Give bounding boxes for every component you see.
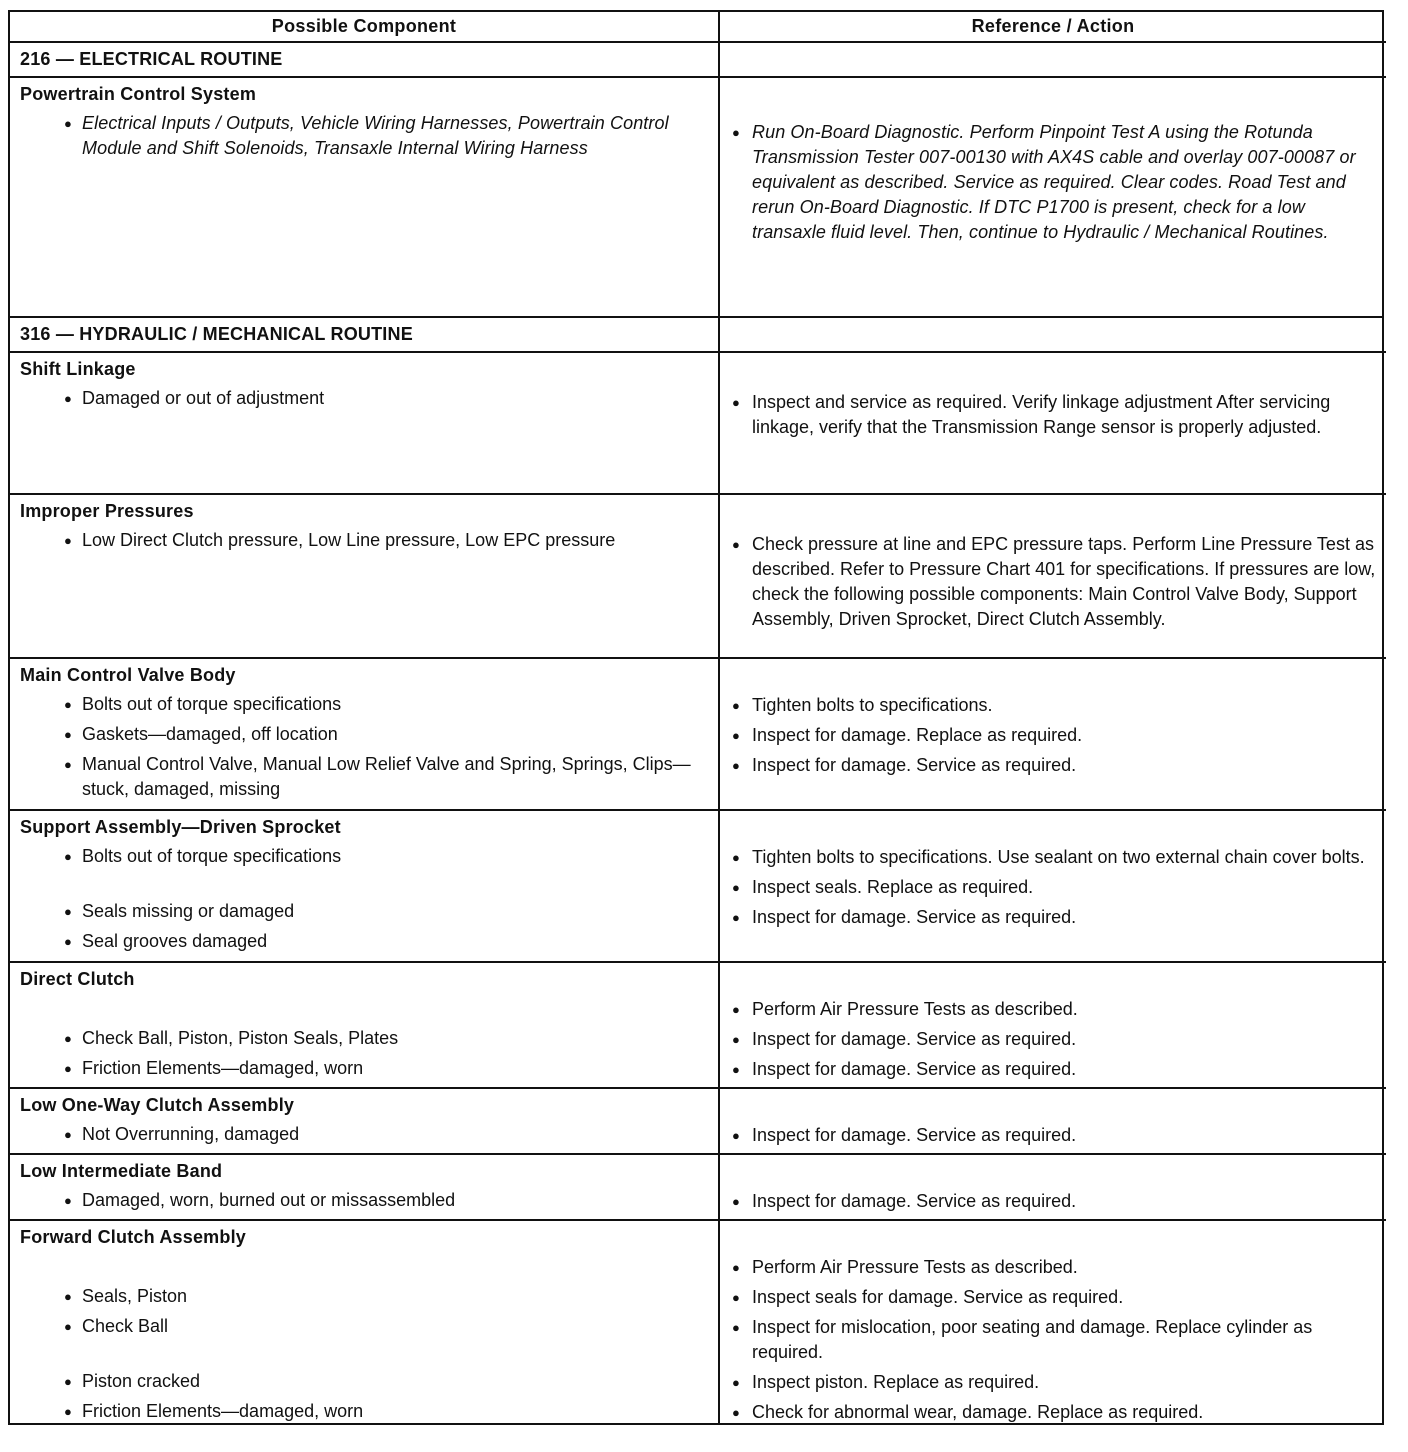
routine-heading-empty [720, 43, 1386, 78]
action-item: ● Inspect for damage. Service as required. [730, 1189, 1376, 1214]
action-cell [720, 495, 1386, 659]
action-item: ● Inspect piston. Replace as required. [730, 1370, 1376, 1395]
action-cell [720, 1221, 1386, 1423]
component-title: Low One-Way Clutch Assembly [20, 1095, 295, 1115]
action-item: ● Inspect for damage. Service as required. [730, 753, 1376, 778]
component-cell [10, 963, 720, 1089]
component-item: ● Manual Control Valve, Manual Low Relief Valve and Spring, Springs, Clips—stuck, damaged, missing [56, 752, 708, 802]
action-cell [720, 353, 1386, 495]
action-item: ● Perform Air Pressure Tests as described. [730, 1255, 1376, 1280]
action-cell [720, 659, 1386, 811]
component-title: Forward Clutch Assembly [20, 1227, 246, 1247]
component-title: Shift Linkage [20, 359, 136, 379]
electrical-table [8, 10, 1384, 318]
routine-heading-hydraulic: 316 — HYDRAULIC / MECHANICAL ROUTINE [10, 318, 720, 353]
action-item: ● Check for abnormal wear, damage. Replace as required. [730, 1400, 1376, 1425]
component-item: ● Electrical Inputs / Outputs, Vehicle Wiring Harnesses, Powertrain Control Module and Shift Solenoids, Transaxle Internal Wiring Harness [56, 111, 708, 161]
action-item: ● Inspect for damage. Service as required. [730, 1027, 1376, 1052]
routine-heading-electrical: 216 — ELECTRICAL ROUTINE [10, 43, 720, 78]
component-item: ● Friction Elements—damaged, worn [56, 1399, 708, 1424]
component-item: ● Bolts out of torque specifications [56, 844, 708, 869]
component-cell [10, 1221, 720, 1423]
action-cell [720, 1089, 1386, 1155]
component-title: Main Control Valve Body [20, 665, 236, 685]
component-title: Improper Pressures [20, 501, 194, 521]
component-item: ● Seals, Piston [56, 1284, 708, 1309]
component-item: ● Seals missing or damaged [56, 899, 708, 924]
action-item: ● Inspect seals for damage. Service as required. [730, 1285, 1376, 1310]
component-item: ● Check Ball [56, 1314, 708, 1339]
component-item: ● Bolts out of torque specifications [56, 692, 708, 717]
component-cell [10, 353, 720, 495]
routine-heading-empty [720, 318, 1386, 353]
component-item: ● Seal grooves damaged [56, 929, 708, 954]
action-cell [720, 963, 1386, 1089]
component-item: ● Low Direct Clutch pressure, Low Line pressure, Low EPC pressure [56, 528, 708, 553]
action-item: ● Tighten bolts to specifications. Use sealant on two external chain cover bolts. [730, 845, 1376, 870]
component-item: ● Friction Elements—damaged, worn [56, 1056, 708, 1081]
component-item: ● Damaged or out of adjustment [56, 386, 708, 411]
component-cell [10, 78, 720, 316]
component-item: ● Check Ball, Piston, Piston Seals, Plates [56, 1026, 708, 1051]
action-item: ● Inspect for damage. Replace as required. [730, 723, 1376, 748]
component-title: Powertrain Control System [20, 84, 257, 104]
component-item: ● Gaskets—damaged, off location [56, 722, 708, 747]
component-item: ● Damaged, worn, burned out or missassembled [56, 1188, 708, 1213]
component-title: Support Assembly—Driven Sprocket [20, 817, 341, 837]
action-cell [720, 811, 1386, 963]
component-cell [10, 1155, 720, 1221]
hydraulic-table [8, 318, 1384, 1425]
component-title: Direct Clutch [20, 969, 135, 989]
component-item: ● Piston cracked [56, 1369, 708, 1394]
action-item: ● Perform Air Pressure Tests as described. [730, 997, 1376, 1022]
column-header-component: Possible Component [10, 12, 720, 43]
action-item: ● Inspect for mislocation, poor seating and damage. Replace cylinder as required. [730, 1315, 1376, 1365]
column-header-action: Reference / Action [720, 12, 1386, 43]
action-item: ● Inspect for damage. Service as required. [730, 905, 1376, 930]
action-item: ● Inspect seals. Replace as required. [730, 875, 1376, 900]
component-cell [10, 659, 720, 811]
action-item: ● Tighten bolts to specifications. [730, 693, 1376, 718]
component-item: ● Not Overrunning, damaged [56, 1122, 708, 1147]
action-item: ● Run On-Board Diagnostic. Perform Pinpoint Test A using the Rotunda Transmission Tester 007-00130 with AX4S cable and overlay 007-00087 or equivalent as described. Service as required. Clear codes. Road Test and rerun On-Board Diagnostic. If DTC P1700 is present, check for a low transaxle fluid level. Then, continue to Hydraulic / Mechanical Routines. [730, 120, 1376, 245]
component-cell [10, 1089, 720, 1155]
component-title: Low Intermediate Band [20, 1161, 223, 1181]
action-item: ● Inspect for damage. Service as required. [730, 1057, 1376, 1082]
diagnostic-table [8, 10, 1384, 1425]
action-cell [720, 78, 1386, 316]
action-item: ● Inspect for damage. Service as required. [730, 1123, 1376, 1148]
action-item: ● Inspect and service as required. Verify linkage adjustment After servicing linkage, verify that the Transmission Range sensor is properly adjusted. [730, 390, 1376, 440]
action-item: ● Check pressure at line and EPC pressure taps. Perform Line Pressure Test as described. Refer to Pressure Chart 401 for specifications. If pressures are low, check the following possible components: Main Control Valve Body, Support Assembly, Driven Sprocket, Direct Clutch Assembly. [730, 532, 1376, 632]
component-cell [10, 495, 720, 659]
component-cell [10, 811, 720, 963]
action-cell [720, 1155, 1386, 1221]
